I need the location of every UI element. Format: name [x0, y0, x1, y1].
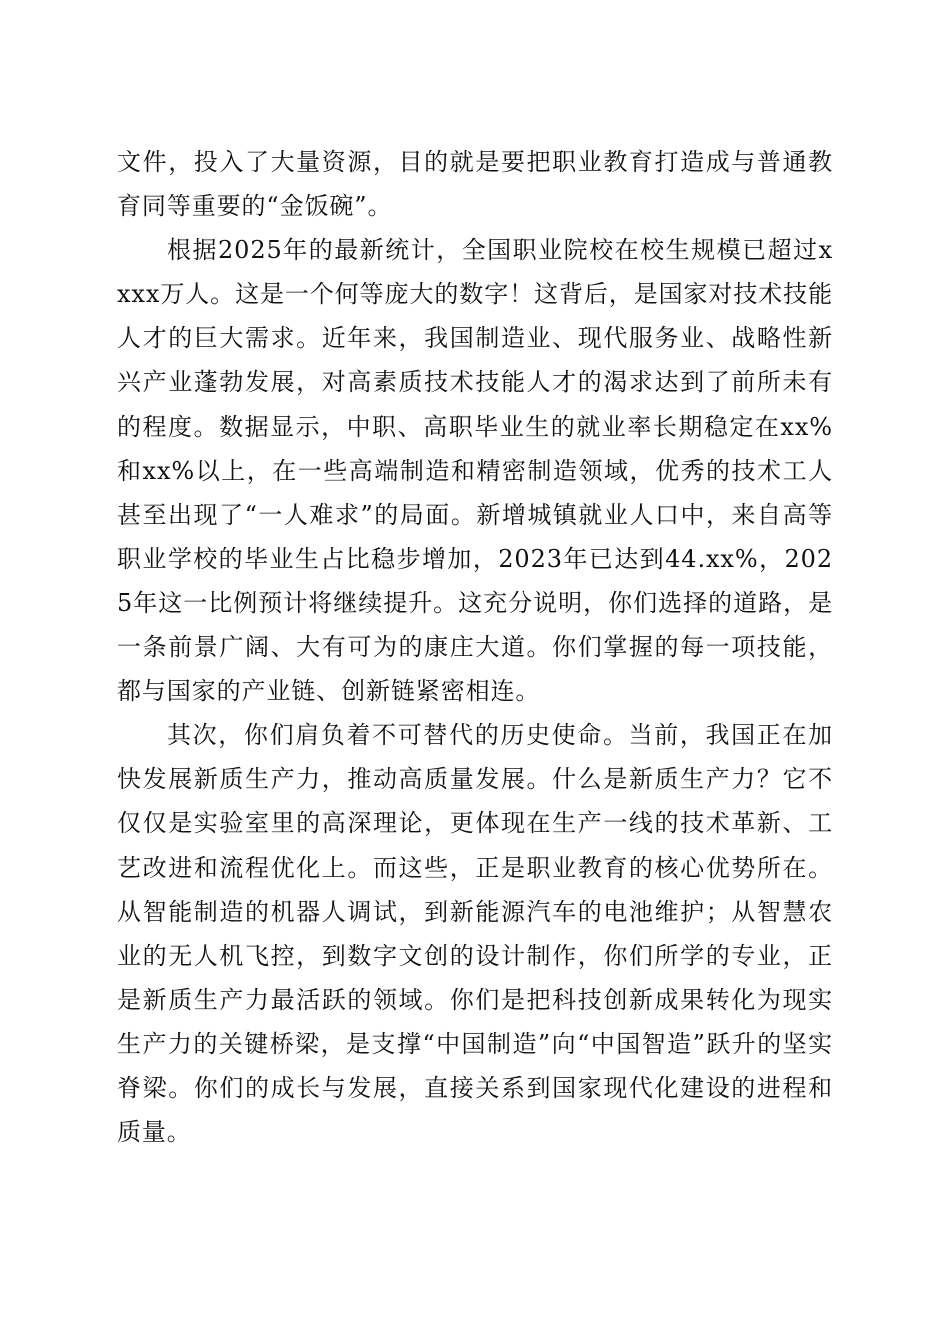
paragraph-historical-mission: 其次，你们肩负着不可替代的历史使命。当前，我国正在加快发展新质生产力，推动高质量发展。什么是新质生产力？它不仅仅是实验室里的高深理论，更体现在生产一线的技术革新、工艺改进和流程优化上。而这些，正是职业教育的核心优势所在。从智能制造的机器人调试，到新能源汽车的电池维护；从智慧农业的无人机飞控，到数字文创的设计制作，你们所学的专业，正是新质生产力最活跃的领域。你们是把科技创新成果转化为现实生产力的关键桥梁，是支撑“中国制造”向“中国智造”跃升的坚实脊梁。你们的成长与发展，直接关系到国家现代化建设的进程和质量。	[117, 721, 833, 1147]
body-text	[117, 140, 833, 1154]
paragraph-continuation: 文件，投入了大量资源，目的就是要把职业教育打造成与普通教育同等重要的“金饭碗”。	[117, 148, 833, 221]
paragraph-employment-statistics: 根据2025年的最新统计，全国职业院校在校生规模已超过xxxx万人。这是一个何等庞大的数字！这背后，是国家对技术技能人才的巨大需求。近年来，我国制造业、现代服务业、战略性新兴产业蓬勃发展，对高素质技术技能人才的渴求达到了前所未有的程度。数据显示，中职、高职毕业生的就业率长期稳定在xx%和xx%以上，在一些高端制造和精密制造领域，优秀的技术工人甚至出现了“一人难求”的局面。新增城镇就业人口中，来自高等职业学校的毕业生占比稳步增加，2023年已达到44.xx%，2025年这一比例预计将继续提升。这充分说明，你们选择的道路，是一条前景广阔、大有可为的康庄大道。你们掌握的每一项技能，都与国家的产业链、创新链紧密相连。	[117, 236, 833, 706]
